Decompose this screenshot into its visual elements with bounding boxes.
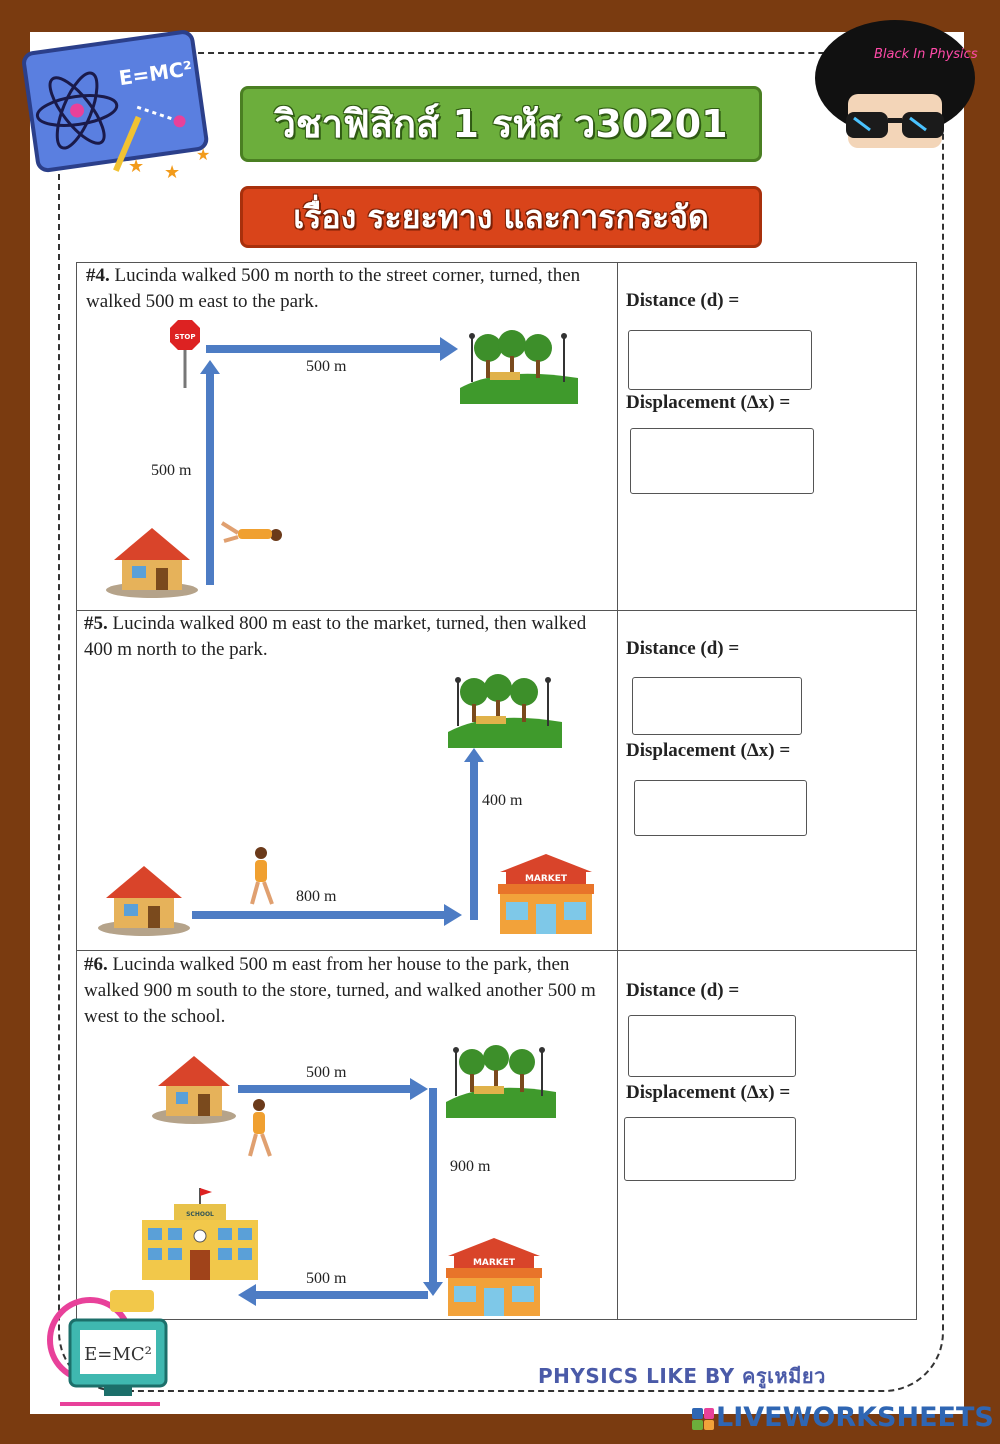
displacement-label: Displacement (Δx) = <box>626 740 791 761</box>
emc2-board-icon <box>16 20 216 180</box>
displacement-label: Displacement (Δx) = <box>626 1082 791 1103</box>
svg-text:★: ★ <box>128 156 145 176</box>
distance-label: Distance (d) = <box>626 290 740 311</box>
distance-label-north-5: 400 m <box>482 792 523 809</box>
arrow-east-5 <box>192 904 462 926</box>
doodle-emc2-text: E=MC² <box>84 1344 152 1365</box>
market-icon <box>442 1238 546 1318</box>
displacement-label: Displacement (Δx) = <box>626 392 791 413</box>
distance-label-east-6: 500 m <box>306 1064 347 1081</box>
question-number: #4. <box>86 265 110 286</box>
subject-banner: วิชาฟิสิกส์ 1 รหัส ว30201 <box>240 86 762 162</box>
distance-answer-box-6[interactable] <box>628 1015 796 1077</box>
market-sign: MARKET <box>524 874 568 884</box>
house-icon <box>104 522 200 598</box>
distance-label-west-6: 500 m <box>306 1270 347 1287</box>
displacement-answer-box-6[interactable] <box>624 1117 796 1181</box>
distance-answer-box-4[interactable] <box>628 330 812 390</box>
distance-label-east-5: 800 m <box>296 888 337 905</box>
distance-label-north-4: 500 m <box>151 462 192 479</box>
park-icon <box>448 662 562 748</box>
school-icon <box>138 1186 262 1282</box>
svg-text:★: ★ <box>196 147 211 164</box>
emc2-text: E=MC² <box>117 56 194 91</box>
footer-credit: PHYSICS LIKE BY ครูเหมียว <box>538 1364 826 1388</box>
afro-text: Black In Physics <box>874 47 978 62</box>
distance-answer-box-5[interactable] <box>632 677 802 735</box>
question-4-text: #4. Lucinda walked 500 m north to the street corner, turned, then walked 500 m east to the park. <box>86 265 581 312</box>
park-icon <box>446 1034 556 1118</box>
question-6-text: #6. Lucinda walked 500 m east from her house to the park, then walked 900 m south to the store, turned, and walked another 500 m west to the school. <box>84 954 596 1027</box>
question-number: #6. <box>84 954 108 975</box>
person-walking-icon <box>244 1098 274 1160</box>
question-5-text: #5. Lucinda walked 800 m east to the market, turned, then walked 400 m north to the park. <box>84 613 587 660</box>
market-sign: MARKET <box>472 1258 516 1268</box>
arrow-north-5 <box>464 748 484 920</box>
distance-label-south-6: 900 m <box>450 1158 491 1175</box>
liveworksheets-logo-icon <box>692 1408 714 1430</box>
distance-label: Distance (d) = <box>626 638 740 659</box>
arrow-south-6 <box>423 1088 443 1296</box>
arrow-north-4 <box>200 360 220 585</box>
park-icon <box>460 318 578 404</box>
column-divider <box>617 262 618 1320</box>
liveworksheets-brand[interactable]: LIVEWORKSHEETS <box>716 1402 994 1433</box>
person-walking-icon <box>246 846 276 908</box>
svg-text:★: ★ <box>164 162 181 180</box>
person-lying-icon <box>220 515 284 545</box>
stop-sign-label: STOP <box>174 333 196 341</box>
school-sign: SCHOOL <box>186 1211 214 1218</box>
row-divider <box>76 950 917 951</box>
displacement-answer-box-5[interactable] <box>634 780 807 836</box>
market-icon <box>494 854 598 936</box>
house-icon <box>96 858 192 936</box>
displacement-answer-box-4[interactable] <box>630 428 814 494</box>
house-icon <box>150 1050 238 1124</box>
question-number: #5. <box>84 613 108 634</box>
physics-doodle-icon <box>40 1280 190 1420</box>
afro-physics-icon <box>810 18 980 148</box>
distance-label-east-4: 500 m <box>306 358 347 375</box>
distance-label: Distance (d) = <box>626 980 740 1001</box>
topic-banner: เรื่อง ระยะทาง และการกระจัด <box>240 186 762 248</box>
